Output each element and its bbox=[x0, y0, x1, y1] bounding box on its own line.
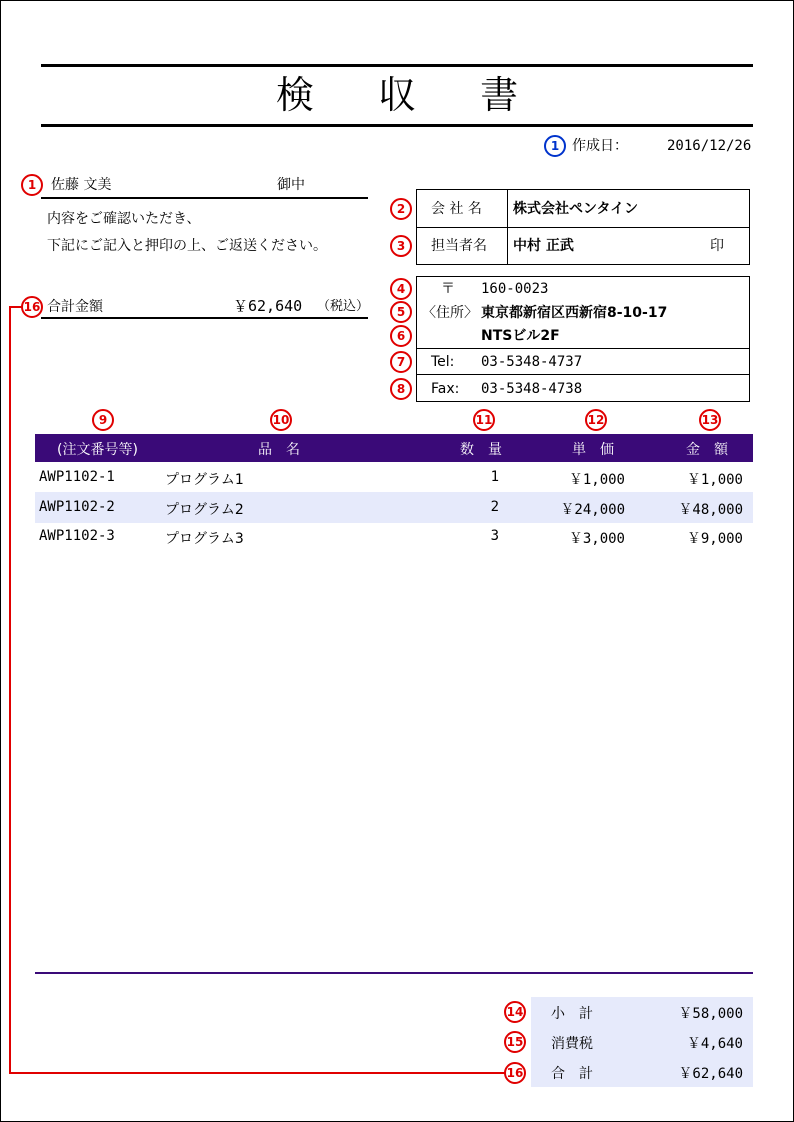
message-line-2: 下記にご記入と押印の上、ご返送ください。 bbox=[47, 238, 327, 254]
marker-grand-total: 16 bbox=[504, 1062, 526, 1084]
marker-company-name: 2 bbox=[390, 198, 412, 220]
cell-amount: ￥9,000 bbox=[686, 531, 743, 547]
company-box-divider-v bbox=[507, 189, 508, 265]
marker-subtotal: 14 bbox=[504, 1001, 526, 1023]
table-bottom-rule bbox=[35, 972, 753, 974]
marker-recipient: 1 bbox=[21, 174, 43, 196]
col-header-amount: 金 額 bbox=[686, 442, 728, 458]
address-box-divider-2 bbox=[416, 374, 750, 375]
company-name-label: 会 社 名 bbox=[431, 201, 482, 217]
marker-address-line2: 6 bbox=[390, 325, 412, 347]
cell-price: ￥3,000 bbox=[568, 531, 625, 547]
total-summary-amount: ￥62,640 bbox=[233, 297, 303, 315]
marker-col-qty: 11 bbox=[473, 409, 495, 431]
created-date-value: 2016/12/26 bbox=[667, 138, 752, 154]
subtotal-value: ￥58,000 bbox=[678, 1006, 743, 1022]
marker-col-amount: 13 bbox=[699, 409, 721, 431]
recipient-name: 佐藤 文美 bbox=[51, 177, 112, 193]
table-row bbox=[35, 462, 753, 493]
recipient-honorific: 御中 bbox=[277, 177, 305, 193]
contact-label: 担当者名 bbox=[431, 238, 487, 254]
table-row bbox=[35, 492, 753, 523]
address-label: 〈住所〉 bbox=[422, 305, 478, 321]
address-line-1: 東京都新宿区西新宿8-10-17 bbox=[481, 305, 668, 321]
cell-item: プログラム1 bbox=[165, 472, 244, 488]
cell-qty: 2 bbox=[490, 499, 499, 515]
seal-mark: 印 bbox=[710, 238, 724, 254]
total-summary-label: 合計金額 bbox=[47, 299, 103, 315]
col-header-price: 単 価 bbox=[572, 442, 614, 458]
created-date-label: 作成日： bbox=[572, 138, 628, 154]
marker-col-price: 12 bbox=[585, 409, 607, 431]
title-bottom-rule bbox=[41, 124, 753, 127]
cell-price: ￥1,000 bbox=[568, 472, 625, 488]
marker-col-item: 10 bbox=[270, 409, 292, 431]
col-header-item: 品 名 bbox=[258, 442, 300, 458]
marker-address: 5 bbox=[390, 301, 412, 323]
tax-value: ￥4,640 bbox=[686, 1036, 743, 1052]
table-header bbox=[35, 434, 753, 462]
total-summary-underline bbox=[41, 317, 368, 319]
cell-amount: ￥48,000 bbox=[678, 502, 743, 518]
col-header-order: (注文番号等) bbox=[57, 442, 138, 458]
connector-line-vertical bbox=[9, 306, 11, 1074]
fax-value: 03-5348-4738 bbox=[481, 381, 583, 397]
postal-label: 〒 bbox=[441, 281, 455, 297]
address-box bbox=[416, 276, 750, 402]
subtotal-row bbox=[531, 997, 753, 1027]
cell-item: プログラム2 bbox=[165, 502, 244, 518]
fax-label: Fax: bbox=[431, 381, 460, 397]
recipient-underline bbox=[41, 197, 368, 199]
cell-qty: 3 bbox=[490, 528, 499, 544]
message-line-1: 内容をご確認いただき、 bbox=[47, 211, 201, 227]
tel-value: 03-5348-4737 bbox=[481, 354, 583, 370]
tax-row bbox=[531, 1027, 753, 1057]
marker-contact: 3 bbox=[390, 235, 412, 257]
tel-label: Tel: bbox=[431, 354, 455, 370]
cell-order: AWP1102-1 bbox=[39, 469, 115, 485]
page-title: 検 収 書 bbox=[275, 73, 545, 117]
address-box-divider-1 bbox=[416, 348, 750, 349]
total-summary-tax-note: （税込） bbox=[317, 299, 370, 314]
cell-item: プログラム3 bbox=[165, 531, 244, 547]
marker-postal: 4 bbox=[390, 278, 412, 300]
marker-tel: 7 bbox=[390, 351, 412, 373]
company-box-divider-h bbox=[416, 227, 750, 228]
connector-line-bottom bbox=[9, 1072, 505, 1074]
marker-col-order: 9 bbox=[92, 409, 114, 431]
contact-value: 中村 正武 bbox=[513, 238, 574, 254]
marker-total-summary: 16 bbox=[21, 296, 43, 318]
cell-amount: ￥1,000 bbox=[686, 472, 743, 488]
table-row bbox=[35, 521, 753, 552]
cell-price: ￥24,000 bbox=[560, 502, 625, 518]
subtotal-label: 小 計 bbox=[551, 1006, 593, 1022]
marker-fax: 8 bbox=[390, 378, 412, 400]
grand-total-row bbox=[531, 1057, 753, 1087]
grand-total-label: 合 計 bbox=[551, 1066, 593, 1082]
grand-total-value: ￥62,640 bbox=[678, 1066, 743, 1082]
cell-qty: 1 bbox=[490, 469, 499, 485]
company-name-value: 株式会社ペンタイン bbox=[513, 201, 639, 217]
col-header-qty: 数 量 bbox=[460, 442, 502, 458]
marker-tax: 15 bbox=[504, 1031, 526, 1053]
cell-order: AWP1102-2 bbox=[39, 499, 115, 515]
address-line-2: NTSビル2F bbox=[481, 328, 560, 344]
cell-order: AWP1102-3 bbox=[39, 528, 115, 544]
tax-label: 消費税 bbox=[551, 1036, 593, 1052]
marker-created-date: 1 bbox=[544, 135, 566, 157]
postal-value: 160-0023 bbox=[481, 281, 549, 297]
